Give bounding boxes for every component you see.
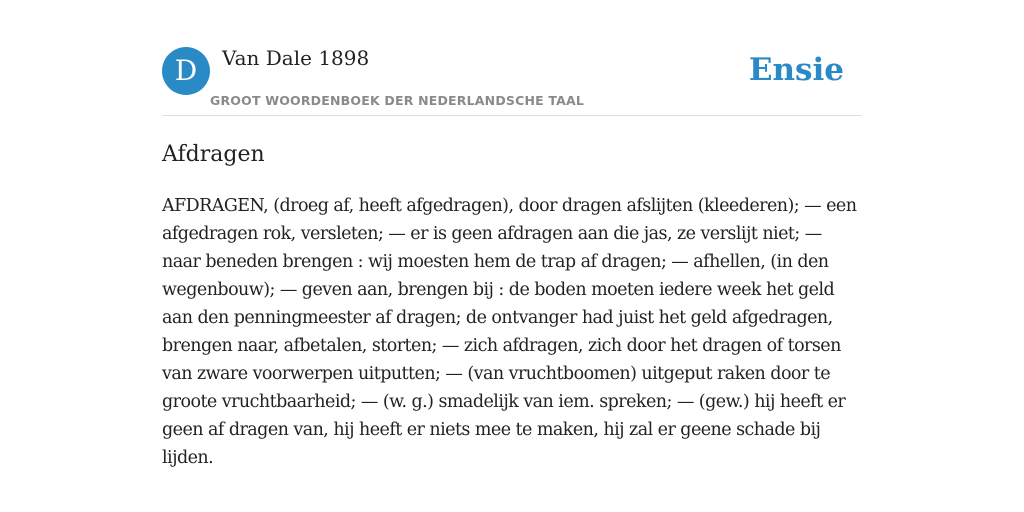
source-avatar[interactable]: D xyxy=(162,47,210,95)
entry-definition: AFDRAGEN, (droeg af, heeft afgedragen), door dragen afslijten (kleederen); — een afgedragen rok, versleten; — er is geen afdragen aan die jas, ze verslijt niet; — naar beneden brengen : wij moesten hem de trap af dragen; — afhellen, (in den wegenbouw); — geven aan, brengen bij : de boden moeten iedere week het geld aan den penningmeester af dragen; de ontvanger had juist het geld afgedragen, brengen naar, afbetalen, storten; — zich afdragen, zich door het dragen of torsen van zware voorwerpen uitputten; — (van vruchtboomen) uitgeput raken door te groote vruchtbaarheid; — (w. g.) smadelijk van iem. spreken; — (gew.) hij heeft er geen af dragen van, hij heeft er niets mee te maken, hij zal er geene schade bij lijden. xyxy=(162,196,857,468)
header-divider xyxy=(162,115,862,116)
source-subtitle: GROOT WOORDENBOEK DER NEDERLANDSCHE TAAL xyxy=(210,93,585,108)
ensie-logo[interactable]: Ensie xyxy=(748,52,844,88)
entry-headword: Afdragen xyxy=(162,142,265,167)
source-title[interactable]: Van Dale 1898 xyxy=(222,46,370,70)
